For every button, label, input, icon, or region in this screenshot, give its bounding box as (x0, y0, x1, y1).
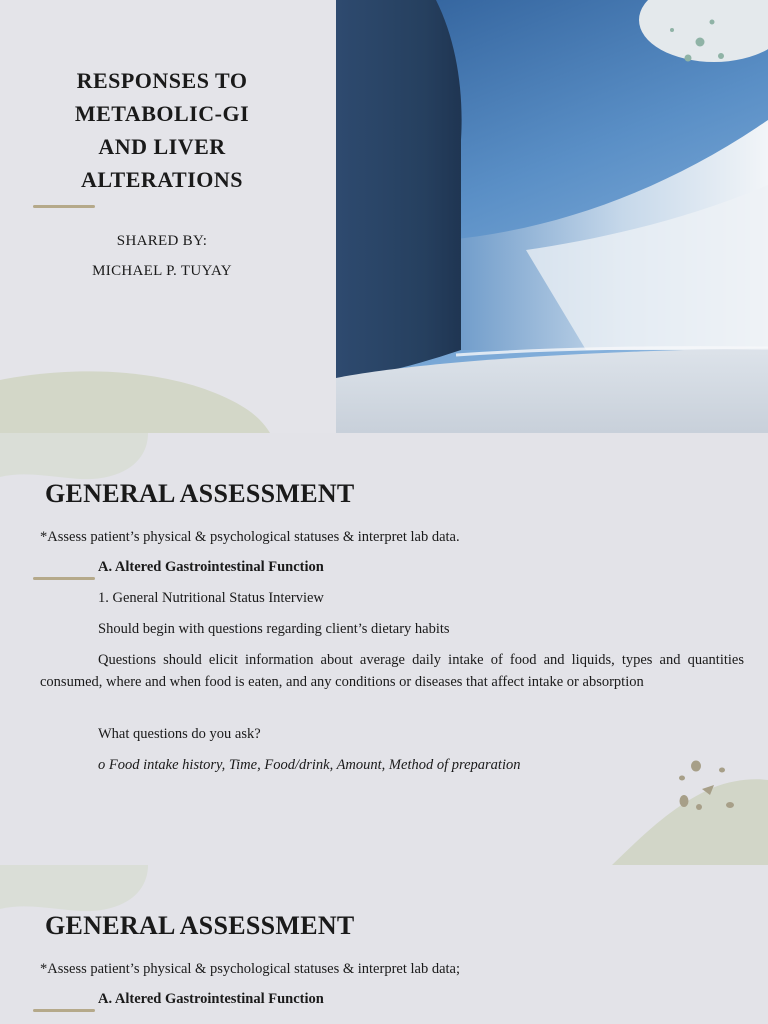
intro-text: *Assess patient’s physical & psychological statuses & interpret lab data; (40, 961, 461, 977)
accent-divider (33, 1009, 95, 1012)
assessment-slide-continued (0, 865, 768, 1024)
section-title: A. Altered Gastrointestinal Function (98, 991, 324, 1007)
architecture-photo (336, 0, 768, 433)
list-item-1: 1. General Nutritional Status Interview (98, 590, 324, 606)
sub-list-item: o Food intake history, Time, Food/drink, Amount, Method of preparation (98, 757, 521, 773)
shared-by-label: SHARED BY: (116, 233, 208, 249)
section-heading: GENERAL ASSESSMENT (45, 911, 355, 940)
bullet-item: What questions do you ask? (98, 726, 261, 742)
author-name: MICHAEL P. TUYAY (92, 263, 232, 279)
title-line-2: METABOLIC-GI (74, 101, 250, 126)
section-heading: GENERAL ASSESSMENT (45, 479, 355, 508)
accent-divider (33, 205, 95, 208)
presentation-title (40, 64, 284, 196)
title-line-4: ALTERATIONS (80, 167, 243, 192)
sage-shape-bottom-left (0, 340, 300, 433)
assessment-slide (0, 433, 768, 865)
bullet-item: Should begin with questions regarding client’s dietary habits (98, 621, 450, 637)
intro-text: *Assess patient’s physical & psychological statuses & interpret lab data. (40, 529, 460, 545)
title-slide (0, 0, 768, 433)
title-line-1: RESPONSES TO (76, 68, 248, 93)
decorative-dots (672, 755, 742, 815)
section-title: A. Altered Gastrointestinal Function (98, 559, 324, 575)
accent-divider (33, 577, 95, 580)
bullet-paragraph: Questions should elicit information about average daily intake of food and liquids, types and quantities consumed, where and when food is eaten, and any conditions or diseases that affect intake or absorption (40, 652, 744, 690)
title-line-3: AND LIVER (98, 134, 226, 159)
